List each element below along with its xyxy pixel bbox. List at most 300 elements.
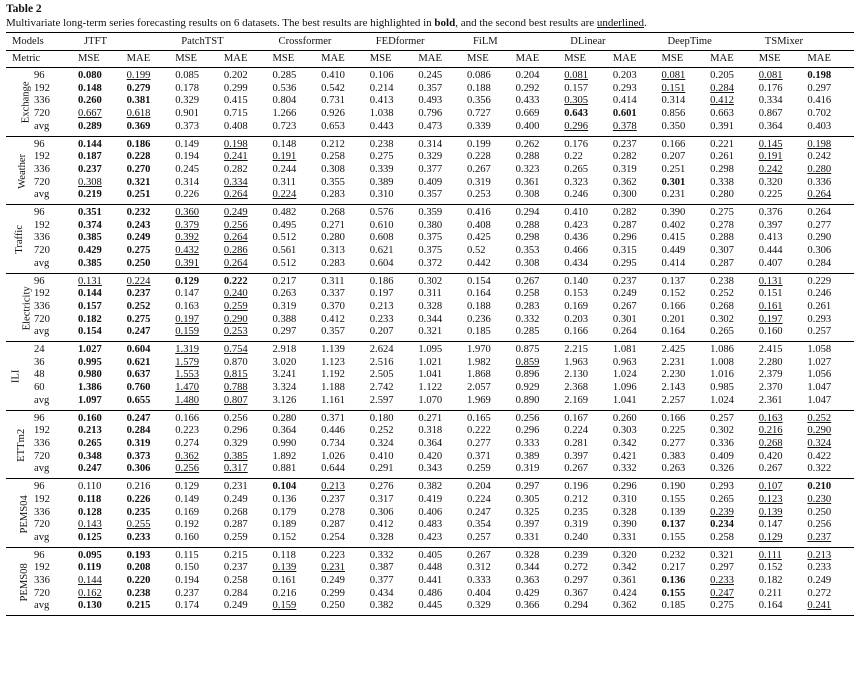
- metric-value-cell: [173, 288, 222, 301]
- metric-value: 0.389: [369, 176, 394, 188]
- horizon-length: 192: [34, 219, 50, 231]
- metric-value: 0.731: [321, 95, 345, 107]
- metric-value: 1.970: [467, 344, 491, 356]
- metric-value-cell: [416, 382, 465, 395]
- metric-value-cell: [757, 108, 806, 121]
- metric-value-cell: [660, 357, 709, 370]
- metric-value: 0.290: [223, 313, 248, 325]
- metric-value: 0.385: [78, 232, 102, 244]
- table-row: [6, 519, 854, 532]
- metric-value: 0.466: [564, 245, 589, 257]
- metric-value-cell: [611, 288, 660, 301]
- metric-value: 0.409: [418, 176, 443, 188]
- metric-value: 0.275: [710, 600, 734, 612]
- metric-value-cell: [562, 342, 611, 357]
- metric-value: 0.229: [807, 275, 832, 287]
- metric-value-cell: [465, 136, 514, 151]
- metric-value-cell: [319, 410, 368, 425]
- metric-value: 0.237: [126, 288, 151, 300]
- metric-value: 0.293: [612, 82, 637, 94]
- metric-value-cell: [271, 342, 320, 357]
- metric-value-cell: [319, 301, 368, 314]
- metric-value-cell: [76, 177, 125, 190]
- metric-value-cell: [368, 258, 417, 273]
- metric-value: 0.136: [661, 575, 686, 587]
- metric-value-cell: [271, 151, 320, 164]
- metric-value: 0.267: [612, 300, 637, 312]
- metric-value: 0.151: [661, 82, 686, 94]
- metric-value-cell: [465, 494, 514, 507]
- metric-value-cell: [660, 301, 709, 314]
- metric-value: 0.160: [758, 326, 783, 338]
- metric-value: 0.663: [710, 108, 734, 120]
- metric-value: 2.624: [369, 344, 394, 356]
- dataset-label-cell: [6, 547, 28, 616]
- metric-value: 0.378: [612, 120, 637, 132]
- metric-value-cell: [319, 479, 368, 494]
- metric-value-cell: [222, 382, 271, 395]
- metric-value-cell: [125, 232, 174, 245]
- horizon-length: 48: [34, 369, 45, 381]
- metric-value-cell: [611, 108, 660, 121]
- metric-value-cell: [708, 463, 757, 478]
- metric-value-cell: [319, 273, 368, 288]
- metric-value-cell: [708, 547, 757, 562]
- metric-value-cell: [76, 220, 125, 233]
- metric-value-cell: [757, 164, 806, 177]
- metric-header-cell: MSE: [369, 53, 392, 64]
- metric-value-cell: [562, 314, 611, 327]
- metric-value: 1.041: [418, 369, 443, 381]
- metric-value-cell: [465, 232, 514, 245]
- metric-value-cell: [708, 438, 757, 451]
- metric-value-cell: [222, 245, 271, 258]
- metric-value: 1.868: [467, 369, 491, 381]
- metric-value-cell: [416, 164, 465, 177]
- metric-value-cell: [222, 342, 271, 357]
- metric-value: 0.123: [758, 493, 783, 505]
- metric-value: 0.370: [321, 300, 345, 312]
- metric-value: 0.727: [467, 108, 491, 120]
- metric-value: 0.412: [369, 519, 394, 531]
- metric-value: 0.339: [467, 120, 491, 132]
- metric-value-cell: [222, 108, 271, 121]
- metric-value: 0.449: [661, 245, 686, 257]
- horizon-length: 24: [28, 342, 76, 357]
- metric-value-cell: [611, 463, 660, 478]
- metric-value: 0.180: [369, 412, 394, 424]
- metric-value-cell: [271, 314, 320, 327]
- table-caption-title: Table 2: [6, 3, 42, 15]
- metric-value: 0.302: [710, 313, 734, 325]
- dataset-label-cell: [6, 205, 28, 274]
- metric-value: 0.287: [321, 519, 345, 531]
- metric-value: 0.331: [612, 531, 637, 543]
- metric-value-cell: [660, 425, 709, 438]
- metric-value: 0.432: [175, 245, 200, 257]
- metric-value-cell: [708, 189, 757, 204]
- metric-value-cell: [416, 273, 465, 288]
- dataset-label-cell: [6, 342, 28, 411]
- metric-value-cell: [660, 68, 709, 83]
- metric-value-cell: [805, 83, 854, 96]
- metric-value-cell: [660, 273, 709, 288]
- metric-value: 0.250: [321, 600, 345, 612]
- metric-value-cell: [514, 451, 563, 464]
- metric-value-cell: [222, 463, 271, 478]
- metric-value: 0.355: [321, 176, 345, 188]
- metric-value: 0.162: [78, 587, 102, 599]
- metric-value: 0.423: [564, 219, 589, 231]
- metric-value-cell: [125, 547, 174, 562]
- horizon-length: 192: [34, 562, 50, 574]
- metric-value: 0.249: [223, 600, 248, 612]
- metric-value: 0.429: [78, 245, 102, 257]
- horizon-length: 192: [34, 288, 50, 300]
- metric-value: 0.151: [758, 288, 783, 300]
- metric-value: 0.231: [321, 562, 345, 574]
- metric-value-cell: [368, 220, 417, 233]
- metric-value: 1.016: [710, 369, 734, 381]
- metric-value-cell: [562, 519, 611, 532]
- metric-value: 0.414: [661, 257, 686, 269]
- metric-value: 0.397: [758, 219, 783, 231]
- metric-value: 0.295: [612, 257, 637, 269]
- horizon-length: 720: [34, 587, 50, 599]
- metric-value: 0.425: [467, 232, 491, 244]
- metric-value: 0.144: [78, 288, 102, 300]
- metric-value-cell: [222, 562, 271, 575]
- metric-value: 0.372: [418, 257, 443, 269]
- metric-value-cell: [76, 136, 125, 151]
- metric-value: 0.264: [612, 326, 637, 338]
- metric-value-cell: [368, 314, 417, 327]
- metric-value: 2.597: [369, 394, 394, 406]
- metric-value-cell: [271, 136, 320, 151]
- model-header: FEDformer: [375, 36, 425, 47]
- metric-value: 0.256: [223, 219, 248, 231]
- metric-value: 0.333: [515, 437, 540, 449]
- metric-value-cell: [368, 494, 417, 507]
- metric-value-cell: [514, 438, 563, 451]
- caption-bold-word: bold: [434, 17, 456, 29]
- metric-value: 0.115: [175, 549, 199, 561]
- metric-value: 0.252: [369, 425, 394, 437]
- metric-value: 0.364: [758, 120, 783, 132]
- metric-value-cell: [708, 151, 757, 164]
- metric-value-cell: [368, 121, 417, 136]
- table-row: [6, 382, 854, 395]
- metric-value-cell: [76, 562, 125, 575]
- metric-value: 0.350: [661, 120, 686, 132]
- metric-value-cell: [368, 288, 417, 301]
- metric-value-cell: [416, 369, 465, 382]
- metric-value: 0.390: [661, 207, 686, 219]
- metric-value: 0.139: [272, 562, 297, 574]
- metric-value: 0.268: [321, 207, 345, 219]
- metric-value: 1.096: [612, 382, 637, 394]
- dataset-name: Weather: [17, 153, 29, 189]
- metric-value: 0.111: [758, 549, 782, 561]
- metric-value-cell: [125, 532, 174, 547]
- metric-value: 0.152: [272, 531, 297, 543]
- metric-value-cell: [271, 68, 320, 83]
- metric-value: 0.299: [321, 587, 345, 599]
- metric-value: 0.279: [126, 82, 151, 94]
- metric-value: 0.265: [710, 493, 734, 505]
- horizon-length: 192: [34, 493, 50, 505]
- metric-value-cell: [660, 575, 709, 588]
- metric-value-cell: [368, 95, 417, 108]
- metric-value: 0.190: [661, 481, 686, 493]
- metric-value: 0.237: [612, 275, 637, 287]
- metric-value-cell: [319, 314, 368, 327]
- metric-value-cell: [805, 136, 854, 151]
- metric-value-cell: [368, 451, 417, 464]
- metric-value-cell: [76, 463, 125, 478]
- metric-value: 0.267: [758, 463, 783, 475]
- metric-value: 0.191: [758, 151, 783, 163]
- metric-value: 0.415: [223, 95, 248, 107]
- metric-value: 0.297: [710, 562, 734, 574]
- metric-value-cell: [368, 189, 417, 204]
- metric-value: 0.542: [321, 82, 345, 94]
- metric-value: 0.260: [78, 95, 102, 107]
- metric-value: 0.290: [807, 425, 832, 437]
- metric-value: 0.321: [710, 549, 734, 561]
- metric-value: 0.283: [321, 189, 345, 201]
- metric-value-cell: [611, 95, 660, 108]
- metric-value: 1.188: [321, 382, 345, 394]
- metric-value-cell: [416, 121, 465, 136]
- metric-value: 0.169: [564, 300, 589, 312]
- metric-value: 0.215: [223, 549, 248, 561]
- metric-value-cell: [757, 357, 806, 370]
- metric-value-cell: [465, 288, 514, 301]
- metric-value-cell: [611, 425, 660, 438]
- metric-value: 0.473: [418, 120, 443, 132]
- metric-value: 0.328: [369, 531, 394, 543]
- metric-value-cell: [708, 245, 757, 258]
- metric-value: 0.224: [272, 189, 297, 201]
- metric-value: 0.314: [175, 176, 200, 188]
- model-header: DLinear: [570, 36, 606, 47]
- metric-value-cell: [514, 314, 563, 327]
- metric-value-cell: [271, 494, 320, 507]
- metric-value: 0.259: [223, 300, 248, 312]
- metric-value: 2.379: [758, 369, 783, 381]
- metric-value: 0.237: [175, 587, 200, 599]
- metric-value: 0.434: [564, 257, 589, 269]
- metric-value: 0.702: [807, 108, 832, 120]
- metric-value-cell: [271, 245, 320, 258]
- metric-value: 0.423: [418, 531, 443, 543]
- metric-value: 0.139: [758, 506, 783, 518]
- metric-value-cell: [805, 258, 854, 273]
- metric-value: 0.410: [321, 70, 345, 81]
- metric-value-cell: [757, 189, 806, 204]
- metric-value-cell: [222, 301, 271, 314]
- metric-value-cell: [368, 532, 417, 547]
- metric-value: 0.233: [807, 562, 832, 574]
- metric-value: 0.610: [369, 219, 394, 231]
- metric-value: 0.312: [467, 562, 491, 574]
- metric-value: 0.163: [758, 412, 783, 424]
- table-row: [6, 438, 854, 451]
- metric-value: 1.038: [369, 108, 394, 120]
- metric-value-cell: [757, 177, 806, 190]
- metric-value: 0.081: [661, 70, 686, 81]
- metric-value-cell: [76, 245, 125, 258]
- metric-header-cell: MAE: [418, 53, 442, 64]
- metric-value-cell: [514, 395, 563, 410]
- metric-value: 0.186: [126, 138, 151, 150]
- metric-value-cell: [708, 314, 757, 327]
- metric-value-cell: [125, 273, 174, 288]
- metric-value-cell: [173, 395, 222, 410]
- metric-value: 0.247: [467, 506, 491, 518]
- metric-value-cell: [757, 562, 806, 575]
- metric-value-cell: [368, 108, 417, 121]
- metric-value-cell: [76, 425, 125, 438]
- horizon-length: 720: [34, 519, 50, 531]
- metric-value-cell: [76, 121, 125, 136]
- metric-value-cell: [416, 532, 465, 547]
- metric-value: 0.154: [467, 275, 491, 287]
- metric-value-cell: [514, 68, 563, 83]
- metric-value-cell: [514, 258, 563, 273]
- metric-value-cell: [708, 369, 757, 382]
- metric-value: 1.041: [612, 394, 637, 406]
- metric-value: 1.319: [175, 344, 200, 356]
- metric-value: 0.985: [710, 382, 734, 394]
- metric-value: 0.291: [369, 463, 394, 475]
- metric-value: 0.321: [418, 326, 443, 338]
- metric-value-cell: [514, 519, 563, 532]
- metric-value: 3.241: [272, 369, 297, 381]
- metric-value-cell: [319, 288, 368, 301]
- metric-value-cell: [271, 547, 320, 562]
- metric-value: 0.234: [710, 519, 734, 531]
- metric-value: 0.367: [564, 587, 589, 599]
- metric-value: 0.224: [467, 493, 491, 505]
- metric-header-cell: MSE: [78, 53, 100, 64]
- metric-value: 0.354: [467, 519, 491, 531]
- metric-value: 0.493: [418, 95, 443, 107]
- metric-value-cell: [757, 151, 806, 164]
- metric-value-cell: [562, 151, 611, 164]
- metric-value: 0.319: [564, 519, 589, 531]
- metric-value-cell: [319, 83, 368, 96]
- metric-value: 0.189: [272, 519, 297, 531]
- metric-value-cell: [757, 232, 806, 245]
- metric-value-cell: [611, 83, 660, 96]
- horizon-length: 96: [28, 68, 76, 83]
- metric-value-cell: [368, 68, 417, 83]
- metric-value-cell: [222, 494, 271, 507]
- metric-value-cell: [805, 177, 854, 190]
- metric-value: 2.361: [758, 394, 783, 406]
- metric-value: 0.226: [175, 189, 200, 201]
- metric-value-cell: [368, 519, 417, 532]
- metric-value-cell: [173, 326, 222, 341]
- metric-value: 0.419: [418, 493, 443, 505]
- metric-value: 1.579: [175, 356, 200, 368]
- metric-value-cell: [660, 220, 709, 233]
- metric-value: 0.302: [710, 425, 734, 437]
- metric-value-cell: [805, 547, 854, 562]
- metric-value-cell: [611, 547, 660, 562]
- metric-value-cell: [562, 547, 611, 562]
- metric-value: 0.429: [515, 587, 540, 599]
- metric-value-cell: [660, 288, 709, 301]
- metric-value: 0.311: [272, 176, 296, 188]
- metric-value-cell: [271, 301, 320, 314]
- horizon-length: 720: [34, 108, 50, 120]
- metric-value: 0.22: [564, 151, 583, 163]
- metric-value: 0.280: [710, 189, 734, 201]
- metric-value-cell: [368, 177, 417, 190]
- metric-value: 0.420: [758, 450, 783, 462]
- table-row: [6, 232, 854, 245]
- metric-value-cell: [465, 83, 514, 96]
- metric-value: 0.245: [418, 70, 443, 81]
- metric-value: 0.296: [223, 425, 248, 437]
- metric-value-cell: [416, 301, 465, 314]
- metric-value-cell: [611, 494, 660, 507]
- metric-value: 0.231: [223, 481, 248, 493]
- metric-value: 0.324: [807, 437, 832, 449]
- metric-value-cell: [222, 395, 271, 410]
- metric-value-cell: [611, 121, 660, 136]
- metric-value-cell: [660, 121, 709, 136]
- results-body: [6, 68, 854, 616]
- metric-value-cell: [222, 410, 271, 425]
- metric-value: 0.265: [78, 437, 102, 449]
- metric-header-cell: MAE: [223, 53, 248, 64]
- metric-value: 0.216: [272, 587, 297, 599]
- metric-value-cell: [465, 121, 514, 136]
- metric-value-cell: [611, 395, 660, 410]
- metric-value: 0.247: [78, 463, 102, 475]
- metric-value: 0.192: [175, 519, 200, 531]
- metric-value: 0.329: [223, 437, 248, 449]
- metric-value-cell: [271, 369, 320, 382]
- metric-value-cell: [368, 507, 417, 520]
- metric-value-cell: [660, 519, 709, 532]
- metric-value-cell: [319, 438, 368, 451]
- metric-value-cell: [562, 395, 611, 410]
- metric-value-cell: [660, 342, 709, 357]
- table-row: [6, 136, 854, 151]
- metric-value-cell: [319, 382, 368, 395]
- metric-value-cell: [125, 245, 174, 258]
- metric-value: 0.990: [272, 437, 297, 449]
- metric-value-cell: [76, 547, 125, 562]
- dataset-label-cell: [6, 136, 28, 205]
- metric-value-cell: [465, 547, 514, 562]
- metric-value: 0.334: [758, 95, 783, 107]
- metric-value: 0.104: [272, 481, 297, 493]
- metric-value-cell: [611, 164, 660, 177]
- horizon-length: 720: [34, 245, 50, 257]
- metric-value: 0.441: [418, 575, 443, 587]
- metric-value: 0.382: [418, 481, 443, 493]
- metric-value: 0.264: [223, 189, 248, 201]
- metric-value: 0.152: [758, 562, 783, 574]
- metric-value: 0.182: [78, 313, 102, 325]
- metric-value-cell: [416, 357, 465, 370]
